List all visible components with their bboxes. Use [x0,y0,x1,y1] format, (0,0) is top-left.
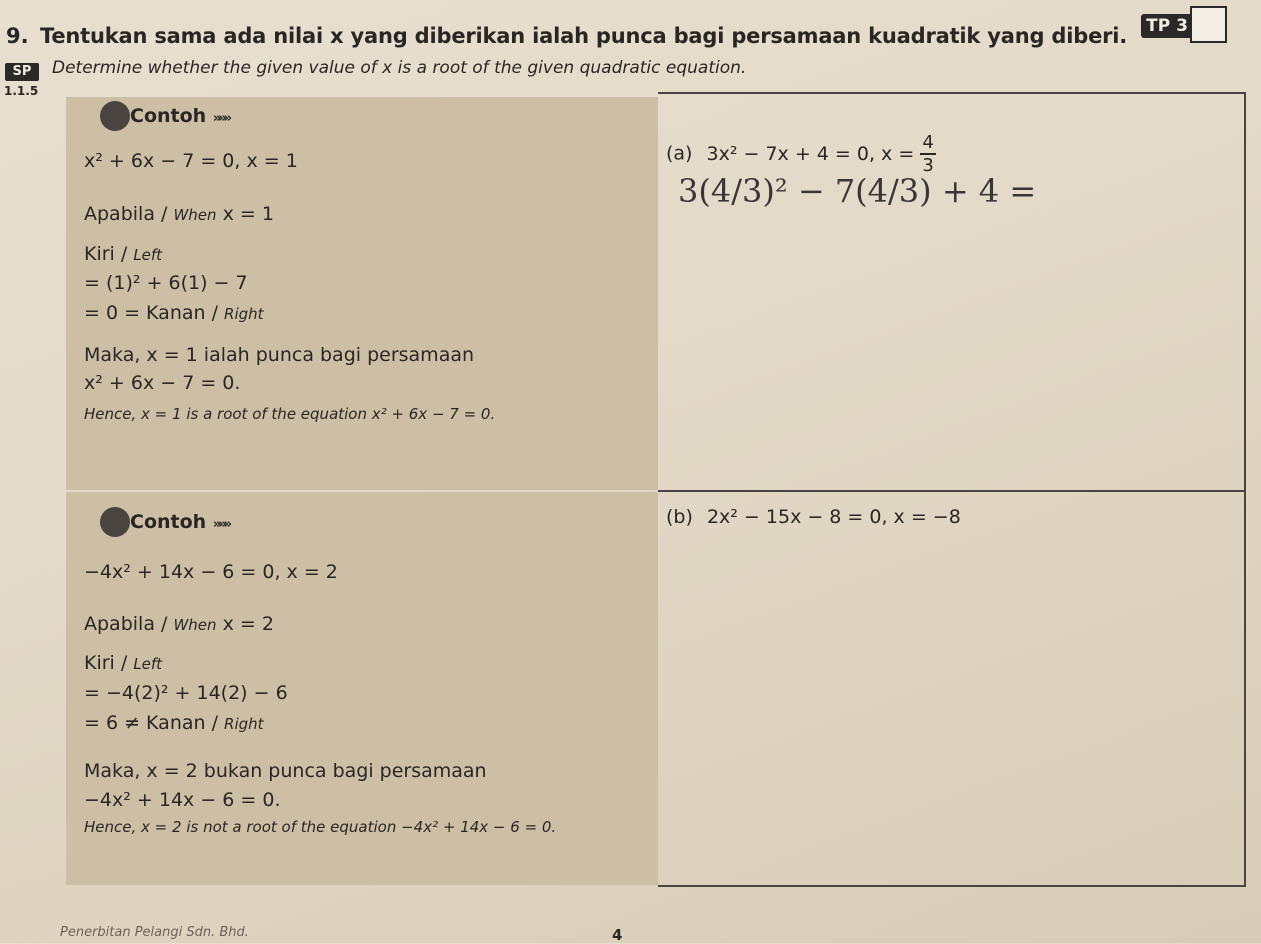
sp-code: 1.1.5 [4,84,39,98]
example-1-conclusion-malay-1: Maka, x = 1 ialah punca bagi persamaan [84,344,475,366]
example-2-badge-icon [100,507,130,537]
tp-checkbox[interactable] [1190,6,1227,43]
part-b-equation: 2x² − 15x − 8 = 0, x = −8 [706,506,961,528]
part-a-label: (a) [666,142,693,165]
part-a-question [666,132,936,176]
part-b-answer-area[interactable] [660,545,1240,880]
example-1-title: Contoh »»» [130,105,230,127]
example-1-badge-icon [100,101,130,131]
question-number: 9. [6,24,29,48]
example-2-conclusion-malay-2: −4x² + 14x − 6 = 0. [84,789,281,811]
chevron-icon: »»» [212,111,230,126]
chevron-icon: »»» [212,517,230,532]
part-a-handwritten-working: 3(4/3)² − 7(4/3) + 4 = [678,172,1037,210]
example-2-title: Contoh »»» [130,511,230,533]
example-2-conclusion-english: Hence, x = 2 is not a root of the equation −4x² + 14x − 6 = 0. [84,818,557,836]
question-text-malay: Tentukan sama ada nilai x yang diberikan ialah punca bagi persamaan kuadratik yang diberi. [40,24,1128,48]
example-1-step-1: = (1)² + 6(1) − 7 [84,272,248,294]
publisher-footer: Penerbitan Pelangi Sdn. Bhd. [60,925,249,940]
answer-divider [658,490,1246,492]
sp-badge: SP [5,63,39,81]
example-2-when: Apabila / When x = 2 [84,613,274,635]
example-2-step-1: = −4(2)² + 14(2) − 6 [84,682,288,704]
example-1-step-2: = 0 = Kanan / Right [84,302,264,324]
example-1-when: Apabila / When x = 1 [84,203,274,225]
example-1-conclusion-malay-2: x² + 6x − 7 = 0. [84,372,241,394]
part-b-label: (b) [666,506,693,528]
tp-badge: TP 3 [1141,14,1193,38]
page-number: 4 [612,926,623,944]
example-2-equation: −4x² + 14x − 6 = 0, x = 2 [84,561,338,583]
example-1-equation: x² + 6x − 7 = 0, x = 1 [84,150,298,172]
example-2-step-2: = 6 ≠ Kanan / Right [84,712,264,734]
part-a-answer-area[interactable] [660,220,1240,485]
question-text-english: Determine whether the given value of x is a root of the given quadratic equation. [52,58,747,78]
part-a-fraction: $\frac{4}{3}$ [922,132,934,176]
part-b-question [666,506,961,528]
example-1-conclusion-english: Hence, x = 1 is a root of the equation x² + 6x − 7 = 0. [84,405,496,423]
example-1-left: Kiri / Left [84,243,163,265]
example-2-conclusion-malay-1: Maka, x = 2 bukan punca bagi persamaan [84,760,487,782]
part-a-equation: 3x² − 7x + 4 = 0, x = [706,142,915,165]
example-2-left: Kiri / Left [84,652,163,674]
